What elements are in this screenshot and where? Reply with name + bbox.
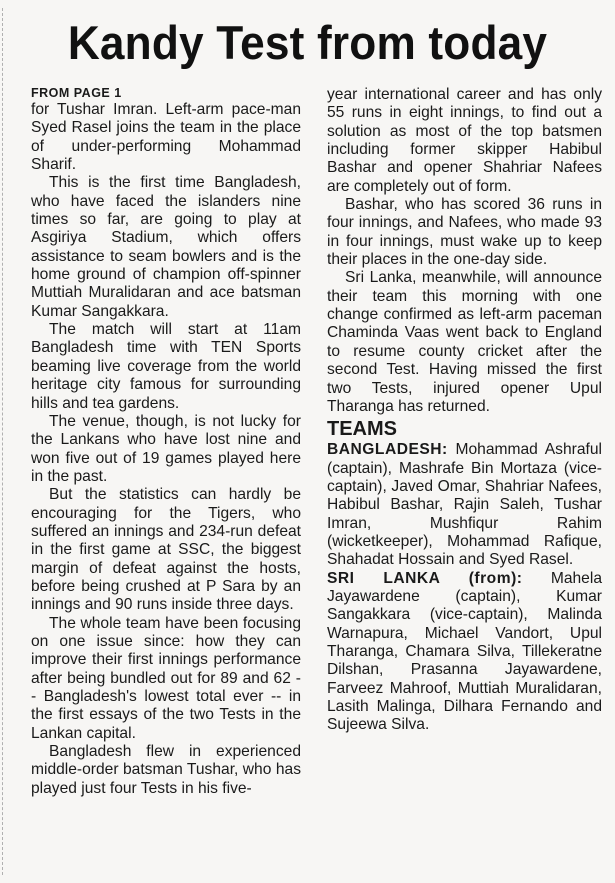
team-players: Mohammad Ashraful (captain), Mashrafe Bin Mortaza (vice-captain), Javed Omar, Shahriar Nafees, Habibul Bashar, Rajin Saleh, Tushar Imran, Mushfiqur Rahim (wicketkeeper), Mohammad Rafique, Shahadat Hossain and Syed Rasel. — [327, 441, 602, 569]
paragraph: Bashar, who has scored 36 runs in four innings, and Nafees, who made 93 in four innings, must wake up to keep their places in the one-day side. — [327, 196, 602, 269]
article-column-left — [31, 86, 301, 798]
paragraph: The whole team have been focusing on one issue since: how they can improve their first innings performance after being bundled out for 89 and 62 -- Bangladesh's lowest total ever -- in the first essays of the two Tests in the Lankan capital. — [31, 614, 301, 742]
paragraph: This is the first time Bangladesh, who have faced the islanders nine times so far, are going to play at Asgiriya Stadium, which offers assistance to seam bowlers and is the home ground of champion off-spinner Muttiah Muralidaran and ace batsman Kumar Sangakkara. — [31, 174, 301, 320]
team-players: Mahela Jayawardene (captain), Kumar Sangakkara (vice-captain), Malinda Warnapura, Michael Vandort, Upul Tharanga, Chamara Silva, Tillekeratne Dilshan, Prasanna Jayawardene, Farveez Mahroof, Muttiah Muralidaran, Lasith Malinga, Dilhara Fernando and Sujeewa Silva. — [327, 569, 602, 734]
team-sri-lanka — [327, 570, 602, 735]
teams-heading: TEAMS — [327, 418, 397, 441]
paragraph: The venue, though, is not lucky for the Lankans who have lost nine and won five out of 19 games played here in the past. — [31, 412, 301, 485]
kicker: FROM PAGE 1 — [31, 86, 122, 100]
paragraph: for Tushar Imran. Left-arm pace-man Syed Rasel joins the team in the place of under-performing Mohammad Sharif. — [31, 101, 301, 174]
paragraph: Bangladesh flew in experienced middle-order batsman Tushar, who has played just four Tests in his five- — [31, 743, 301, 797]
clipping-edge — [2, 8, 3, 875]
paragraph: year international career and has only 55 runs in eight innings, to find out a solution as most of the top batsmen including former skipper Habibul Bashar and opener Shahriar Nafees are completely out of form. — [327, 86, 602, 195]
paragraph: The match will start at 11am Bangladesh time with TEN Sports beaming live coverage from the world heritage city famous for surrounding hills and tea gardens. — [31, 321, 301, 412]
team-bangladesh — [327, 441, 602, 569]
team-name: BANGLADESH: — [327, 441, 448, 459]
team-name: SRI LANKA (from): — [327, 569, 523, 587]
headline: Kandy Test from today — [67, 16, 548, 69]
paragraph: Sri Lanka, meanwhile, will announce their team this morning with one change confirmed as left-arm paceman Chaminda Vaas went back to England to resume county cricket after the second Test. Having missed the first two Tests, injured opener Upul Tharanga has returned. — [327, 269, 602, 415]
paragraph: But the statistics can hardly be encouraging for the Tigers, who suffered an innings and 234-run defeat in the first game at SSC, the biggest margin of defeat against the hosts, before being crushed at P Sara by an innings and 90 runs inside three days. — [31, 486, 301, 614]
article-column-right — [327, 86, 602, 735]
